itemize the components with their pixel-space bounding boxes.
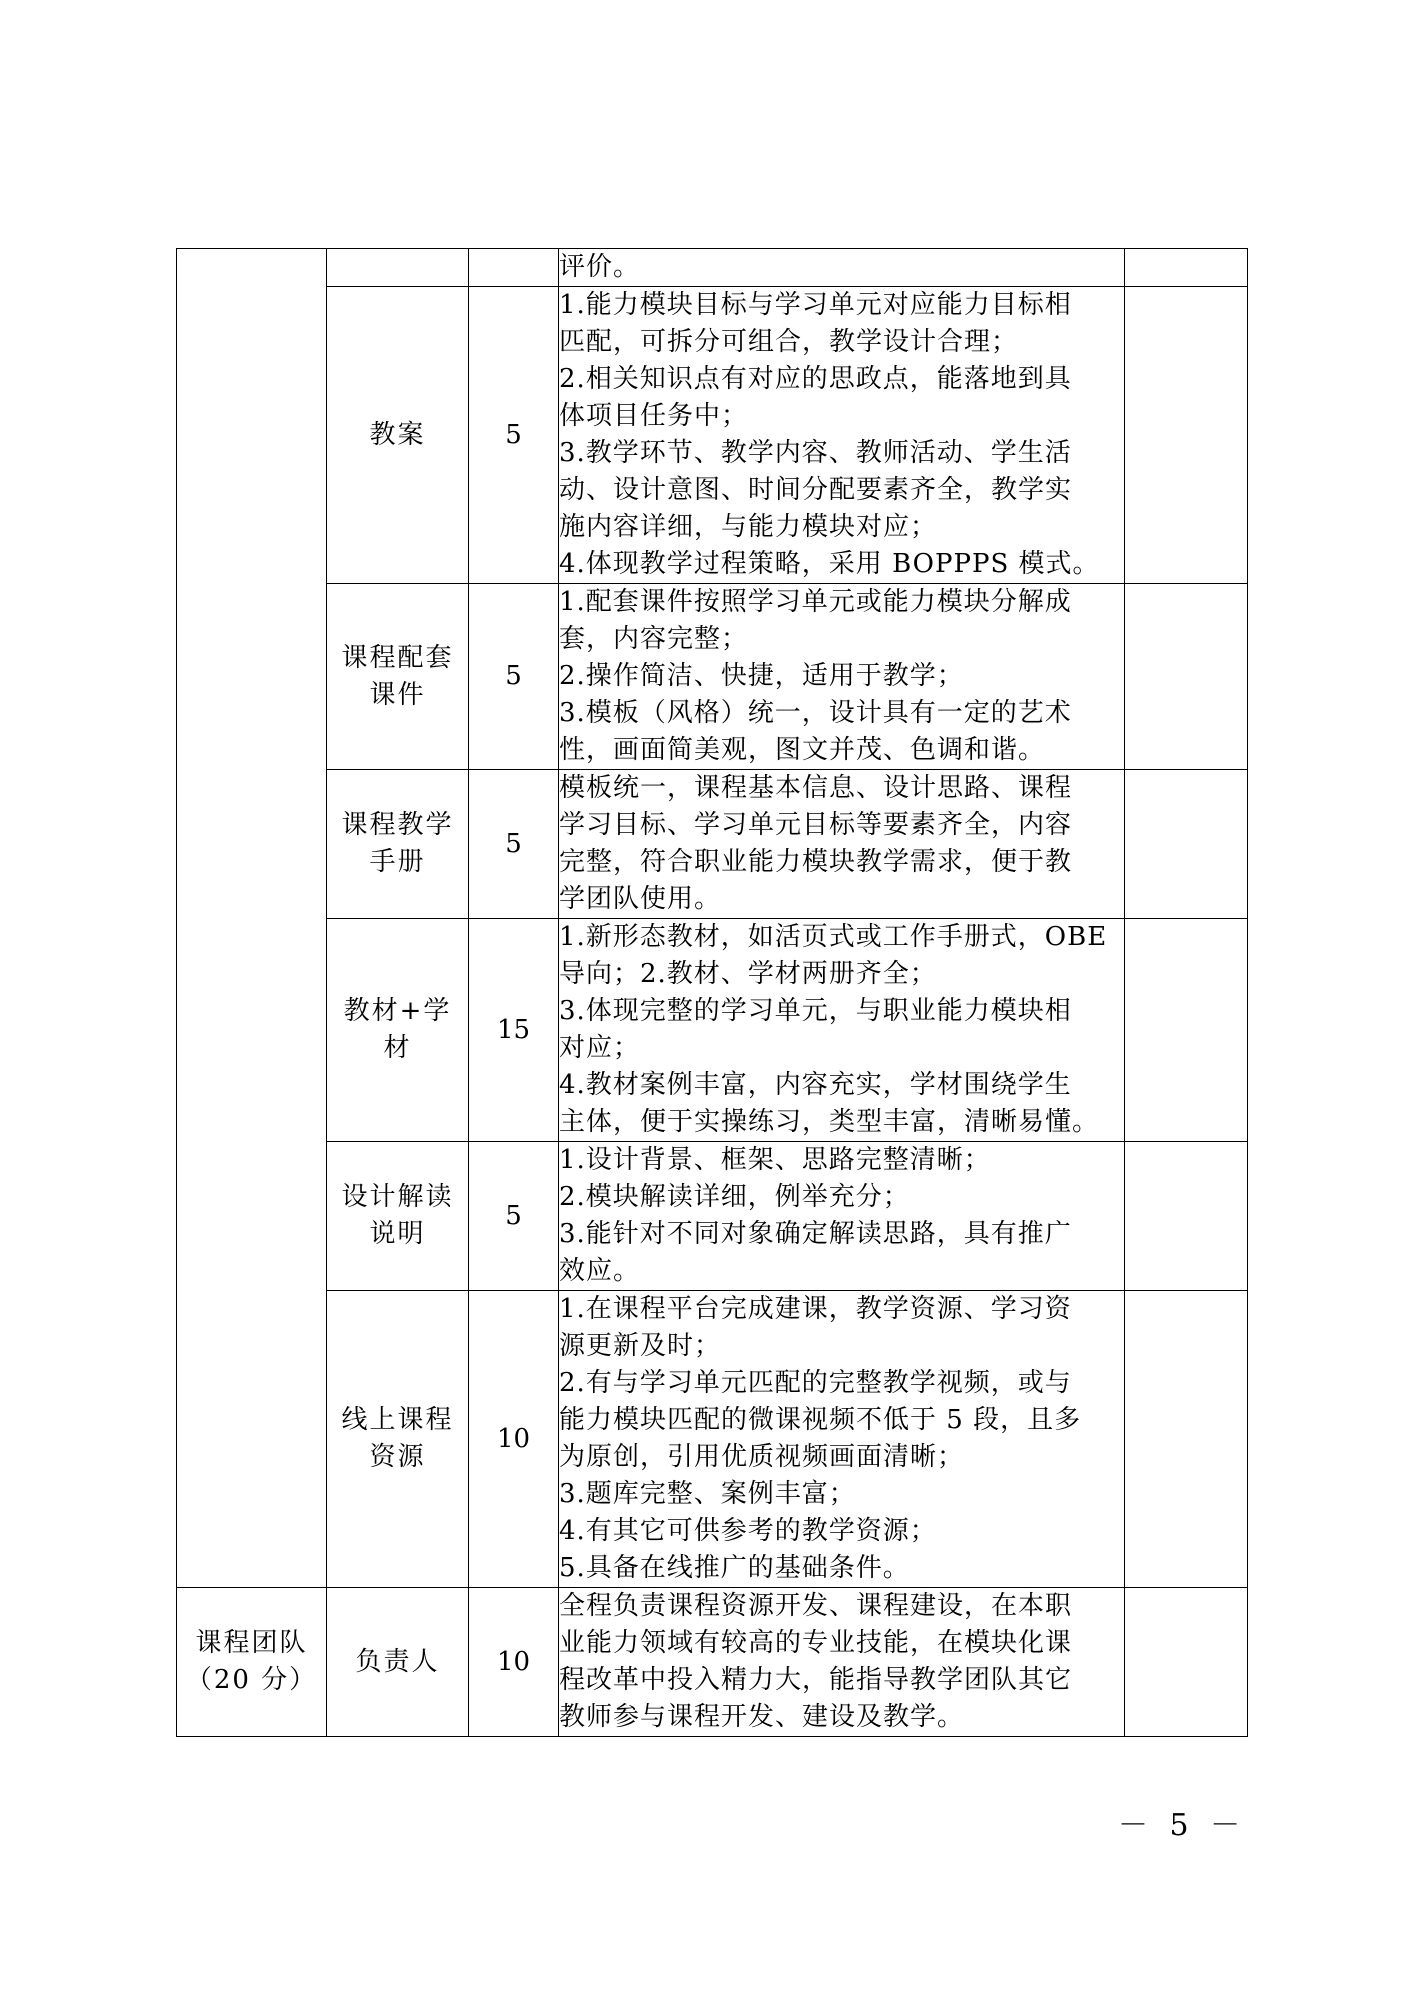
score-cell: 5 (469, 584, 559, 770)
criteria-cell (559, 1588, 1125, 1737)
score-cell: 15 (469, 919, 559, 1142)
table-row (177, 919, 1248, 1142)
score-cell: 10 (469, 1588, 559, 1737)
criteria-line: 模板统一，课程基本信息、设计思路、课程 (559, 773, 1073, 803)
table-row (177, 287, 1248, 584)
criteria-line: 1.设计背景、框架、思路完整清晰； (559, 1145, 991, 1175)
remark-cell (1125, 919, 1248, 1142)
table-row (177, 1142, 1248, 1291)
item-cell (327, 770, 469, 919)
criteria-line: 2.相关知识点有对应的思政点，能落地到具 (559, 364, 1072, 394)
item-label: 课件 (369, 679, 426, 710)
criteria-line: 导向；2.教材、学材两册齐全； (559, 959, 937, 989)
criteria-cell (559, 249, 1125, 287)
item-cell (327, 1588, 469, 1737)
remark-cell (1125, 249, 1248, 287)
item-label: 课程配套 (341, 642, 454, 673)
criteria-line: 1.配套课件按照学习单元或能力模块分解成 (559, 587, 1072, 617)
criteria-line: 3.能针对不同对象确定解读思路，具有推广 (559, 1219, 1072, 1249)
table-row (177, 584, 1248, 770)
score-cell: 5 (469, 287, 559, 584)
criteria-cell (559, 584, 1125, 770)
item-label: 教材+学 (343, 996, 452, 1026)
category-label: 课程团队 (195, 1628, 308, 1658)
criteria-line: 4.有其它可供参考的教学资源； (559, 1516, 937, 1546)
criteria-line: 套，内容完整； (559, 624, 749, 654)
item-label: 手册 (369, 847, 426, 877)
score-cell: 5 (469, 770, 559, 919)
item-cell (327, 1291, 469, 1588)
criteria-line: 4.体现教学过程策略，采用 BOPPPS 模式。 (559, 549, 1100, 579)
criteria-cell (559, 770, 1125, 919)
item-label: 说明 (369, 1219, 426, 1249)
category-label: （20 分） (185, 1665, 318, 1695)
criteria-line: 1.新形态教材，如活页式或工作手册式，OBE (559, 922, 1108, 952)
criteria-line: 主体，便于实操练习，类型丰富，清晰易懂。 (559, 1107, 1100, 1137)
criteria-line: 源更新及时； (559, 1331, 722, 1361)
table-row (177, 770, 1248, 919)
criteria-line: 性，画面简美观，图文并茂、色调和谐。 (559, 735, 1046, 765)
criteria-line: 动、设计意图、时间分配要素齐全，教学实 (559, 475, 1073, 505)
criteria-cell (559, 1291, 1125, 1588)
item-label: 负责人 (355, 1646, 440, 1677)
item-label: 课程教学 (341, 810, 454, 840)
criteria-line: 完整，符合职业能力模块教学需求，便于教 (559, 847, 1073, 877)
item-cell (327, 287, 469, 584)
criteria-line: 4.教材案例丰富，内容充实，学材围绕学生 (559, 1070, 1072, 1100)
criteria-line: 5.具备在线推广的基础条件。 (559, 1553, 910, 1583)
criteria-line: 3.体现完整的学习单元，与职业能力模块相 (559, 996, 1072, 1026)
criteria-line: 2.模块解读详细，例举充分； (559, 1182, 910, 1212)
criteria-line: 3.教学环节、教学内容、教师活动、学生活 (559, 438, 1072, 468)
remark-cell (1125, 584, 1248, 770)
score-cell: 5 (469, 1142, 559, 1291)
criteria-line: 2.有与学习单元匹配的完整教学视频，或与 (559, 1368, 1072, 1398)
criteria-line: 为原创，引用优质视频画面清晰； (559, 1442, 965, 1472)
criteria-line: 能力模块匹配的微课视频不低于 5 段，且多 (559, 1405, 1082, 1435)
category-cell (177, 1588, 327, 1737)
criteria-line: 效应。 (559, 1256, 641, 1286)
table-row (177, 249, 1248, 287)
criteria-line: 学团队使用。 (559, 884, 722, 914)
criteria-line: 1.能力模块目标与学习单元对应能力目标相 (559, 290, 1072, 320)
criteria-line: 3.题库完整、案例丰富； (559, 1479, 856, 1509)
item-label: 教案 (369, 419, 426, 450)
criteria-line: 2.操作简洁、快捷，适用于教学； (559, 661, 964, 691)
evaluation-table (176, 248, 1248, 1737)
category-cell (177, 249, 327, 1588)
remark-cell (1125, 770, 1248, 919)
item-cell (327, 1142, 469, 1291)
item-label: 线上课程 (341, 1405, 454, 1435)
score-cell (469, 249, 559, 287)
criteria-line: 全程负责课程资源开发、课程建设，在本职 (559, 1591, 1073, 1621)
item-label: 资源 (369, 1442, 426, 1472)
remark-cell (1125, 1588, 1248, 1737)
item-label: 材 (383, 1033, 412, 1063)
criteria-line: 匹配，可拆分可组合，教学设计合理； (559, 327, 1019, 357)
criteria-line: 施内容详细，与能力模块对应； (559, 512, 938, 542)
criteria-cell (559, 1142, 1125, 1291)
criteria-line: 教师参与课程开发、建设及教学。 (559, 1702, 965, 1732)
remark-cell (1125, 1291, 1248, 1588)
criteria-line: 程改革中投入精力大，能指导教学团队其它 (559, 1665, 1073, 1695)
criteria-cell (559, 287, 1125, 584)
page-number: － 5 － (1118, 1808, 1247, 1843)
criteria-line: 体项目任务中； (559, 401, 749, 431)
criteria-line: 业能力领域有较高的专业技能，在模块化课 (559, 1628, 1073, 1658)
score-cell: 10 (469, 1291, 559, 1588)
criteria-line: 1.在课程平台完成建课，教学资源、学习资 (559, 1294, 1072, 1324)
criteria-line: 对应； (559, 1033, 641, 1063)
item-cell (327, 249, 469, 287)
item-cell (327, 919, 469, 1142)
table-row (177, 1588, 1248, 1737)
item-label: 设计解读 (341, 1182, 454, 1212)
criteria-line: 3.模板（风格）统一，设计具有一定的艺术 (559, 698, 1072, 728)
table-row (177, 1291, 1248, 1588)
criteria-cell (559, 919, 1125, 1142)
criteria-line: 学习目标、学习单元目标等要素齐全，内容 (559, 810, 1073, 840)
item-cell (327, 584, 469, 770)
remark-cell (1125, 287, 1248, 584)
remark-cell (1125, 1142, 1248, 1291)
criteria-line: 评价。 (559, 252, 641, 282)
